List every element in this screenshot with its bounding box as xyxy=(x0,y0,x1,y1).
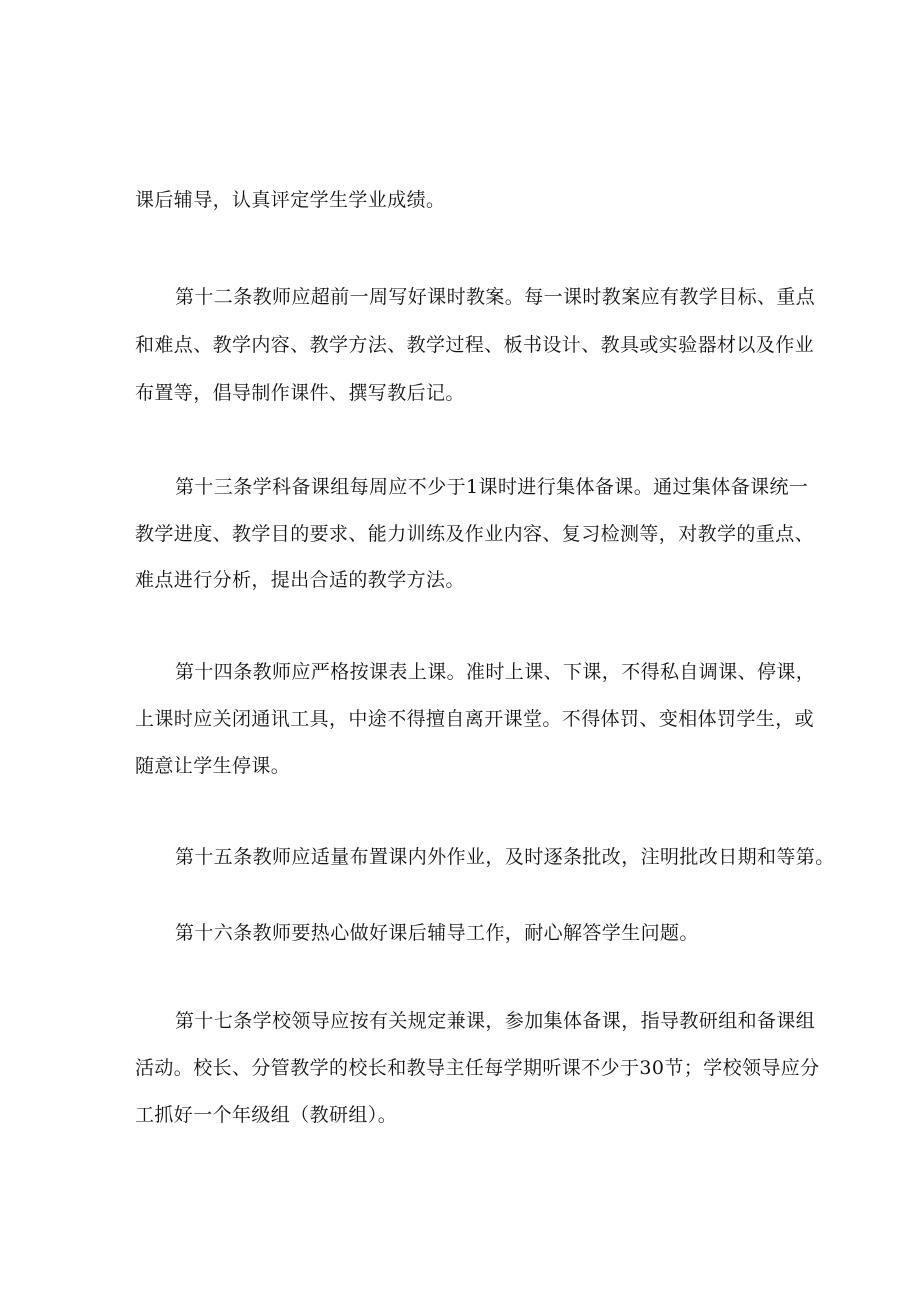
paragraph-5-line-1: 第十五条教师应适量布置课内外作业，及时逐条批改，注明批改日期和等第。 xyxy=(175,846,835,868)
paragraph-2-line-1: 第十二条教师应超前一周写好课时教案。每一课时教案应有教学目标、重点 xyxy=(175,286,816,308)
paragraph-3-line-3: 难点进行分析，提出合适的教学方法。 xyxy=(135,569,465,591)
paragraph-1-line-1: 课后辅导，认真评定学生学业成绩。 xyxy=(135,189,446,211)
paragraph-7-line-3: 工抓好一个年级组（教研组）。 xyxy=(135,1104,398,1126)
paragraph-7-line-1: 第十七条学校领导应按有关规定兼课，参加集体备课，指导教研组和备课组 xyxy=(175,1010,816,1032)
paragraph-2-line-3: 布置等，倡导制作课件、撰写教后记。 xyxy=(135,382,465,404)
paragraph-2-line-2: 和难点、教学内容、教学方法、教学过程、板书设计、教具或实验器材以及作业 xyxy=(135,334,815,356)
paragraph-6-line-1: 第十六条教师要热心做好课后辅导工作，耐心解答学生问题。 xyxy=(175,922,699,944)
paragraph-3-line-1: 第十三条学科备课组每周应不少于1课时进行集体备课。通过集体备课统一 xyxy=(175,476,809,498)
paragraph-3-line-2: 教学进度、教学目的要求、能力训练及作业内容、复习检测等，对教学的重点、 xyxy=(135,523,815,545)
paragraph-4-line-2: 上课时应关闭通讯工具，中途不得擅自离开课堂。不得体罚、变相体罚学生，或 xyxy=(135,708,815,730)
paragraph-4-line-3: 随意让学生停课。 xyxy=(135,755,291,777)
paragraph-4-line-1: 第十四条教师应严格按课表上课。准时上课、下课，不得私自调课、停课， xyxy=(175,661,816,683)
paragraph-7-line-2: 活动。校长、分管教学的校长和教导主任每学期听课不少于30节；学校领导应分 xyxy=(135,1057,820,1079)
